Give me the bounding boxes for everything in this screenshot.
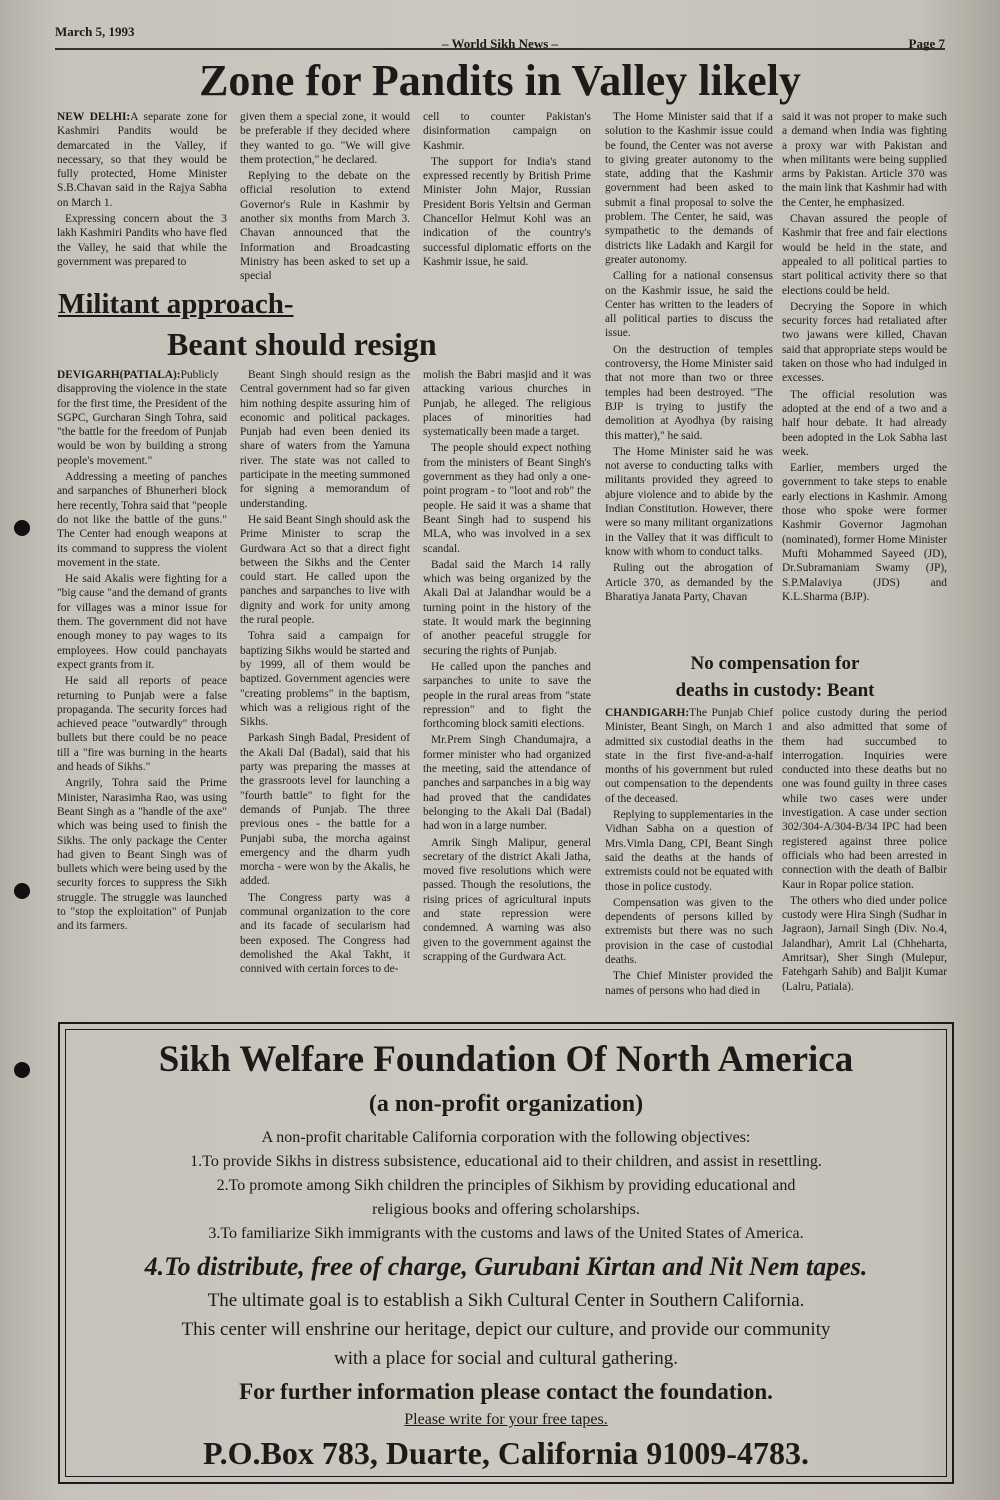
article1-paragraph: A separate zone for Kashmiri Pandits would be demarcated in the Valley, if necessary, so that they would be fully protected, Home Minister S.B.Chavan said in the Rajya Sabha on March 1. xyxy=(57,111,227,209)
article3-paragraph: Compensation was given to the dependents of persons killed by extremists but there was no such provision in the case of custodial deaths. xyxy=(605,896,773,967)
article1-paragraph: said it was not proper to make such a demand when India was fighting a proxy war with Pakistan and when militants were being supplied arms by Pakistan. Article 370 was the main link that Kashmir had with the Center, he emphasized. xyxy=(782,111,947,209)
binder-hole xyxy=(14,1062,30,1078)
article2-headline-line1: Militant approach- xyxy=(58,288,294,320)
article1-paragraph: The support for India's stand expressed recently by British Prime Minister John Major, Russian President Boris Yeltsin and German Chancellor Helmut Kohl was an indication of the country's successful diplomatic efforts on the Kashmir issue, he said. xyxy=(423,155,591,268)
article1-paragraph: Earlier, members urged the government to take steps to enable early elections in Kashmir. Among those who spoke were former Kashmir Governor Jagmohan (nominated), former Home Minister Mufti Mohammed Sayeed (JD), Dr.Subramaniam Swamy (JP), S.P.Malaviya (JDS) and K.L.Sharma (BJP). xyxy=(782,462,947,603)
article3-headline xyxy=(605,650,945,704)
article3-paragraph: The Punjab Chief Minister, Beant Singh, on March 1 admitted six custodial deaths in the state in the first five-and-a-half months of his government but ruled out compensation to the dependents of the deceased. xyxy=(605,707,773,805)
ad-objective: 1.To provide Sikhs in distress subsistence, educational aid to their children, and assist in resettling. xyxy=(190,1153,822,1170)
article3-paragraph: The others who died under police custody were Hira Singh (Sudhar in Jagraon), Jarnail Singh (Div. No.4, Jalandhar), Amrit Lal (Chheharta, Amritsar), Sher Singh (Mulepur, Fatehgarh Sahib) and Baljit Kumar (Lalru, Patiala). xyxy=(782,894,947,993)
article2-paragraph: He said all reports of peace returning to Punjab were a false propaganda. The security forces had achieved peace "outwardly" through bullets but there could be no peace till a "fire was burning in the hearts and heads of Sikhs." xyxy=(57,675,227,774)
article1-col4 xyxy=(605,110,773,638)
article1-col5 xyxy=(782,110,947,645)
ad-objective: 3.To familiarize Sikh immigrants with the customs and laws of the United States of America. xyxy=(208,1225,804,1242)
article1-paragraph: The Home Minister said that if a solution to the Kashmir issue could be found, the Center was not averse to giving greater autonomy to the state, adding that the Kashmir government had been asked to submit a final proposal to solve the problem. The Center, he said, was sympathetic to the demands of districts like Ladakh and Kargil for greater autonomy. xyxy=(605,111,773,266)
ad-goal-line: with a place for social and cultural gathering. xyxy=(334,1348,678,1369)
ad-objectives xyxy=(66,1126,946,1246)
ad-goal xyxy=(66,1286,946,1373)
article2-col2 xyxy=(240,368,410,1011)
publication-name: – World Sikh News – xyxy=(441,36,559,51)
binder-hole xyxy=(14,883,30,899)
article3-headline-line1: No compensation for xyxy=(690,653,860,674)
article2-paragraph: He said Beant Singh should ask the Prime Minister to scrap the Gurdwara Act so that a direct fight between the Sikhs and the Center could start. He called upon the panches and sarpanches to live with dignity and work for unity among the rural people. xyxy=(240,513,410,627)
article2-paragraph: Amrik Singh Malipur, general secretary of the district Akali Jatha, moved five resolutions which were passed. Though the resolutions, the rising prices of agricultural inputs and state repression were condemned. A warning was also given to the government against the scrapping of the Gurdwara Act. xyxy=(423,836,591,963)
issue-date: March 5, 1993 xyxy=(55,24,135,39)
article2-paragraph: molish the Babri masjid and it was attacking various churches in Punjab, he alleged. The religious places of minorities had systematically been made a target. xyxy=(423,369,591,439)
article1-col3 xyxy=(423,110,591,285)
article1-paragraph: Decrying the Sopore in which security forces had retaliated after two jawans were killed, Chavan said that appropriate steps would be taken on those who had indulged in excesses. xyxy=(782,300,947,385)
ad-contact: For further information please contact the foundation. xyxy=(239,1379,773,1404)
foundation-advertisement xyxy=(58,1022,954,1484)
article2-paragraph: Publicly disapproving the violence in the state for the first time, the President of the SGPC, Gurcharan Singh Tohra, said "the battle for the freedom of Punjab would be won by building a strong people's movement." xyxy=(57,369,227,467)
article3-headline-line2: deaths in custody: Beant xyxy=(675,680,875,701)
article2-paragraph: The Congress party was a communal organization to the core and its facade of secularism had been exposed. The Congress had demolished the Akal Takht, it connived with certain forces to de- xyxy=(240,891,410,976)
article2-paragraph: He called upon the panches and sarpanches to unite to save the people in the rural areas from "state repression" and to fight the forthcoming block samiti elections. xyxy=(423,660,591,731)
article1-paragraph: Replying to the debate on the official resolution to extend Governor's Rule in Kashmir by another six months from March 3. Chavan announced that the Information and Broadcasting Ministry has been asked to set up a special xyxy=(240,170,410,283)
article1-paragraph: cell to counter Pakistan's disinformation campaign on Kashmir. xyxy=(423,111,591,152)
article2-paragraph: Beant Singh should resign as the Central government had so far given him nothing despite assuring him of economic and political packages. Punjab had even been denied its share of waters from the Yamuna river. The state was not called to participate in the meeting summoned for signing a memorandum of understanding. xyxy=(240,369,410,510)
article2-col1 xyxy=(57,368,227,1011)
ad-intro: A non-profit charitable California corporation with the following objectives: xyxy=(261,1129,751,1146)
article1-dateline: NEW DELHI: xyxy=(57,111,131,123)
article2-dateline: DEVIGARH(PATIALA): xyxy=(57,369,181,381)
ad-objective: religious books and offering scholarships. xyxy=(372,1201,640,1218)
article1-paragraph: Calling for a national consensus on the Kashmir issue, he said the Center has written to the leaders of all political parties to discuss the issue. xyxy=(605,270,773,340)
article2-paragraph: Addressing a meeting of panches and sarpanches of Bhunerheri block here recently, Tohra said that "people do not like the battle of the guns." The Center had enough weapons at its command to suppress the violent movement in the state. xyxy=(57,471,227,569)
article1-paragraph: On the destruction of temples controversy, the Home Minister said that not more than two or three temples had been destroyed. "The BJP is trying to justify the demolition at Ayodhya (by raising this matter)," he said. xyxy=(605,343,773,442)
article2-col3 xyxy=(423,368,591,1011)
ad-subtitle: (a non-profit organization) xyxy=(368,1091,644,1117)
article1-col2 xyxy=(240,110,410,285)
ad-objective: 2.To promote among Sikh children the principles of Sikhism by providing educational and xyxy=(216,1177,796,1194)
article1-paragraph: The Home Minister said he was not averse to conducting talks with militants provided they agreed to abjure violence and to abide by the Indian Constitution. However, there were so many militant organizations in the Valley that it was difficult to know with whom to conduct talks. xyxy=(605,445,773,558)
page-header xyxy=(55,22,945,50)
article2-paragraph: Mr.Prem Singh Chandumajra, a former minister who had organized the meeting, said the attendance of panches and sarpanches in a big way had proved that the candidates belonging to the Akali Dal (Badal) had won in a large number. xyxy=(423,734,591,833)
ad-tapes: Please write for your free tapes. xyxy=(404,1411,608,1428)
article2-paragraph: Tohra said a campaign for baptizing Sikhs would be started and by 1999, all of them would be baptized. Government agencies were "creating problems" in the baptism, which was a religious right of the Sikhs. xyxy=(240,630,410,729)
binder-hole xyxy=(14,520,30,536)
article3-paragraph: police custody during the period and also admitted that some of them had succumbed to interrogation. Inquiries were conducted into these deaths but no one was found guilty in three cases while two cases were under investigation. A case under section 302/304-A/304-B/34 IPC had been registered against three police officials who had been arrested in connection with the death of Balbir Kaur in Ropar police station. xyxy=(782,707,947,891)
ad-goal-line: This center will enshrine our heritage, depict our culture, and provide our community xyxy=(181,1319,831,1340)
article2-paragraph: He said Akalis were fighting for a "big cause "and the demand of grants for villages was a minor issue for them. The government did not have enough money to pay wages to its employees. How could panchayats expect grants from it. xyxy=(57,573,227,671)
article3-dateline: CHANDIGARH: xyxy=(605,707,690,719)
article3-paragraph: The Chief Minister provided the names of persons who had died in xyxy=(605,970,773,997)
article1-paragraph: given them a special zone, it would be preferable if they decided where they wanted to go. "We will give them protection," he declared. xyxy=(240,111,410,166)
article2-headline-line2: Beant should resign xyxy=(167,326,437,362)
ad-objective-highlight: 4.To distribute, free of charge, Gurubani Kirtan and Nit Nem tapes. xyxy=(144,1252,868,1281)
article3-col2 xyxy=(782,706,947,1011)
article3-paragraph: Replying to supplementaries in the Vidhan Sabha on a question of Mrs.Vimla Dang, CPI, Beant Singh said the deaths at the hands of extremists could not be equated with those in police custody. xyxy=(605,809,773,893)
article1-paragraph: Chavan assured the people of Kashmir that free and fair elections would be held in the state, and appealed to all political parties to start political activity there so that elections could be held. xyxy=(782,213,947,297)
article2-paragraph: Angrily, Tohra said the Prime Minister, Narasimha Rao, was using Beant Singh as a "handle of the axe" which was being used to finish the Sikhs. The only package the Center had given to Beant Singh was of bullets which were being used by the security forces to suppress the Sikh struggle. The struggle was launched to "stop the exploitation" of Punjab and its farmers. xyxy=(57,777,227,933)
article1-headline: Zone for Pandits in Valley likely xyxy=(199,56,801,105)
ad-inner-border xyxy=(65,1029,947,1477)
article1-paragraph: The official resolution was adopted at the end of a two and a half hour debate. It had already been adopted in the Lok Sabha last week. xyxy=(782,388,947,458)
ad-title: Sikh Welfare Foundation Of North America xyxy=(158,1039,854,1080)
article1-paragraph: Ruling out the abrogation of Article 370, as demanded by the Bharatiya Janata Party, Chavan xyxy=(605,562,773,603)
article2-paragraph: The people should expect nothing from the ministers of Beant Singh's government as they had only a one-point program - to "loot and rob" the people. He said it was a shame that Beant Singh had to suspend his MLA, who was involved in a sex scandal. xyxy=(423,442,591,555)
article1-col1 xyxy=(57,110,227,285)
ad-goal-line: The ultimate goal is to establish a Sikh Cultural Center in Southern California. xyxy=(207,1290,805,1311)
page-number: Page 7 xyxy=(908,36,945,51)
article2-paragraph: Parkash Singh Badal, President of the Akali Dal (Badal), said that his party was preparing the masses at the grassroots level for launching a "fourth battle" to fight for the demands of Punjab. The three previous ones - the battle for a Punjabi suba, the morcha against emergency and the dharm yudh morcha - were won by the Akalis, he added. xyxy=(240,732,410,888)
article1-paragraph: Expressing concern about the 3 lakh Kashmiri Pandits who have fled the Valley, he said that while the government was prepared to xyxy=(57,213,227,268)
article2-paragraph: Badal said the March 14 rally which was being organized by the Akali Dal at Jalandhar would be a turning point in the history of the state. It would mark the beginning of another peaceful struggle for securing the rights of Punjab. xyxy=(423,558,591,657)
article3-col1 xyxy=(605,706,773,1011)
ad-address: P.O.Box 783, Duarte, California 91009-4783. xyxy=(203,1435,809,1471)
